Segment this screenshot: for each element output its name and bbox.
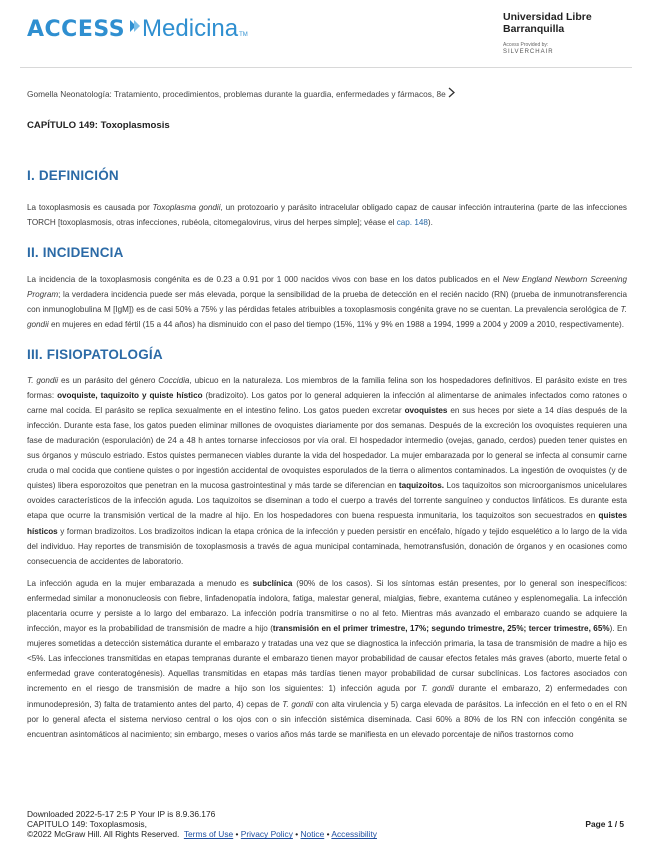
page-number: Page 1 / 5 bbox=[585, 819, 624, 829]
page-footer bbox=[27, 809, 627, 840]
logo-access-text: ACCESS bbox=[27, 16, 126, 42]
chapter-content bbox=[27, 168, 627, 742]
breadcrumb[interactable] bbox=[27, 87, 455, 100]
chapter-link[interactable]: cap. 148 bbox=[396, 218, 428, 228]
provided-by-label: Access Provided by: bbox=[503, 42, 549, 48]
logo-medicina-text: Medicina bbox=[142, 15, 239, 42]
accessmedicina-logo[interactable] bbox=[27, 12, 248, 46]
institution-name: Universidad Libre Barranquilla bbox=[503, 11, 592, 35]
notice-link[interactable]: Notice bbox=[300, 829, 325, 840]
privacy-policy-link[interactable]: Privacy Policy bbox=[240, 829, 293, 840]
paragraph-fisiopatologia-2: La infección aguda en la mujer embarazada a menudo es subclínica (90% de los casos). Si los síntomas están presentes, por lo general son inespecíficos: enfermedad similar a mononucleosis con fiebre, linfadenopatía indolora, fatiga, malestar general, mialgias, fiebre, exantema cutáneo y esplenomegalia. La infección placentaria ocurre y persiste a lo largo del embarazo. La infección podría transmitirse o no al feto. Mientras más avanzado el embarazo cuando se adquiere la infección, mayor es la probabilidad de transmisión de madre a hijo (transmisión en el primer trimestre, 17%; segundo trimestre, 25%; tercer trimestre, 65%). En mujeres sometidas a detección sistemática durante el embarazo y tratadas una vez que se diagnostica la infección primaria, la tasa de transmisión de madre a hijo es <5%. Las infecciones transmitidas en etapas tempranas durante el embarazo tienen mayor probabilidad de causar efectos fetales más graves (aborto, muerte fetal o enfermedad grave conteratogénesis). Aquellas transmitidas en etapas más tardías tienen mayor probabilidad de cursar subclínicas. Los factores asociados con incremento en el riesgo de transmisión de madre a hijo son los siguientes: 1) infección aguda por T. gondii durante el embarazo, 2) enfermedades con inmunodepresión, 3) falta de tratamiento antes del parto, 4) cepas de T. gondii con alta virulencia y 5) carga elevada de parásitos. La infección en el feto o en el RN por lo general afecta el sistema nervioso central o los ojos con o sin infección sistémica diseminada. Casi 60% a 80% de los RN con infección congénita se encuentran asintomáticos al nacimiento; sin embargo, meses o varios años más tarde se manifiesta en un elevado porcentaje de niños trastornos como bbox=[27, 578, 627, 739]
provider-logo: SILVERCHAIR bbox=[503, 49, 554, 55]
paragraph-incidencia: La incidencia de la toxoplasmosis congénita es de 0.23 a 0.91 por 1 000 nacidos vivos con base en los datos publicados en el New England Newborn Screening Program; la verdadera incidencia puede ser más elevada, porque la sensibilidad de la prueba de detección en el recién nacido (RN) (prueba de inmunotransferencia con inmunoglobulina M [IgM]) es de casi 50% a 75% y las pérdidas fetales atribuibles a toxoplasmosis congénita grave no se cuentan. La prevalencia serológica de T. gondii en mujeres en edad fértil (15 a 44 años) ha disminuido con el paso del tiempo (15%, 11% y 9% en 1988 a 1994, 1999 a 2004 y 2009 a 2010, respectivamente). bbox=[27, 275, 627, 330]
accessibility-link[interactable]: Accessibility bbox=[331, 829, 377, 840]
copyright: ©2022 McGraw Hill. All Rights Reserved. bbox=[27, 829, 180, 840]
chapter-title: CAPÍTULO 149: Toxoplasmosis bbox=[27, 120, 170, 131]
institution-block bbox=[503, 11, 643, 55]
footer-links: ©2022 McGraw Hill. All Rights Reserved. Terms of Use • Privacy Policy • Notice • Accessibility bbox=[27, 829, 377, 840]
header-divider bbox=[20, 67, 632, 68]
terms-of-use-link[interactable]: Terms of Use bbox=[183, 829, 234, 840]
section-heading-fisiopatologia: III. FISIOPATOLOGÍA bbox=[27, 346, 163, 362]
footer-chapter: CAPITULO 149: Toxoplasmosis, bbox=[27, 819, 147, 830]
paragraph-fisiopatologia-1: T. gondii es un parásito del género Coccidia, ubicuo en la naturaleza. Los miembros de la familia felina son los hospedadores definitivos. El parásito existe en tres formas: ovoquiste, taquizoito y quiste hístico (bradizoito). Los gatos por lo general adquieren la infección al alimentarse de animales infectados como ratones o carne mal cocida. El parásito se replica sexualmente en el intestino felino. Los gatos pueden excretar ovoquistes en sus heces por siete a 14 días después de la infección. Durante esta fase, los gatos pueden eliminar millones de ovoquistes diariamente por dos semanas. Después de la excreción los ovoquistes requieren una fase de maduración (esporulación) de 24 a 48 h antes tornarse infecciosos por vía oral. El hospedador intermedio (ovejas, ganado, cerdos) pueden tener quistes en sus órganos y músculo estriado. Estos quistes permanecen viables durante la vida del hospedador. La mujer embarazada por lo general se infecta al consumir carne cruda o mal cocida que contiene quistes o por ingestión accidental de ovoquistes esporulados de la tierra o alimentos contaminados. La ingestión de ovoquistes (y de quistes) libera esporozoitos que penetran en la mucosa gastrointestinal y más tarde se diferencian en taquizoitos. Los taquizoitos son microorganismos unicelulares ovoides característicos de la infección aguda. Los taquizoitos se diseminan a todo el cuerpo a través del torrente sanguíneo y conductos linfáticos. Es durante esta etapa que ocurre la transmisión vertical de la madre al hijo. En los hospedadores con buena respuesta inmunitaria, los taquizoitos son secuestrados en quistes hísticos y forman bradizoitos. Los bradizoitos indican la etapa crónica de la infección y pueden persistir en encéfalo, hígado y tejido esquelético a lo largo de la vida del individuo. Hay reportes de transmisión de toxoplasmosis a través de agua municipal contaminada, hemotransfusión, donación de órganos y en ocasiones como consecuencia de accidentes de laboratorio. bbox=[27, 375, 627, 566]
breadcrumb-book-title[interactable]: Gomella Neonatología: Tratamiento, procedimientos, problemas durante la guardia, enfermedades y fármacos, 8e bbox=[27, 88, 446, 99]
section-heading-definicion: I. DEFINICIÓN bbox=[27, 168, 119, 183]
section-heading-incidencia: II. INCIDENCIA bbox=[27, 245, 124, 261]
paragraph-definicion: La toxoplasmosis es causada por Toxoplasma gondii, un protozoario y parásito intracelular obligado capaz de causar infección intrauterina (parte de las infecciones TORCH [toxoplasmosis, otras infecciones, rubéola, citomegalovirus, virus del herpes simple]; véase el cap. 148). bbox=[27, 203, 627, 228]
logo-arrows-icon bbox=[128, 17, 140, 42]
chevron-right-icon[interactable] bbox=[448, 87, 455, 100]
logo-trademark: TM bbox=[239, 32, 248, 38]
download-info: Downloaded 2022-5-17 2:5 P Your IP is 8.9.36.176 bbox=[27, 809, 216, 819]
